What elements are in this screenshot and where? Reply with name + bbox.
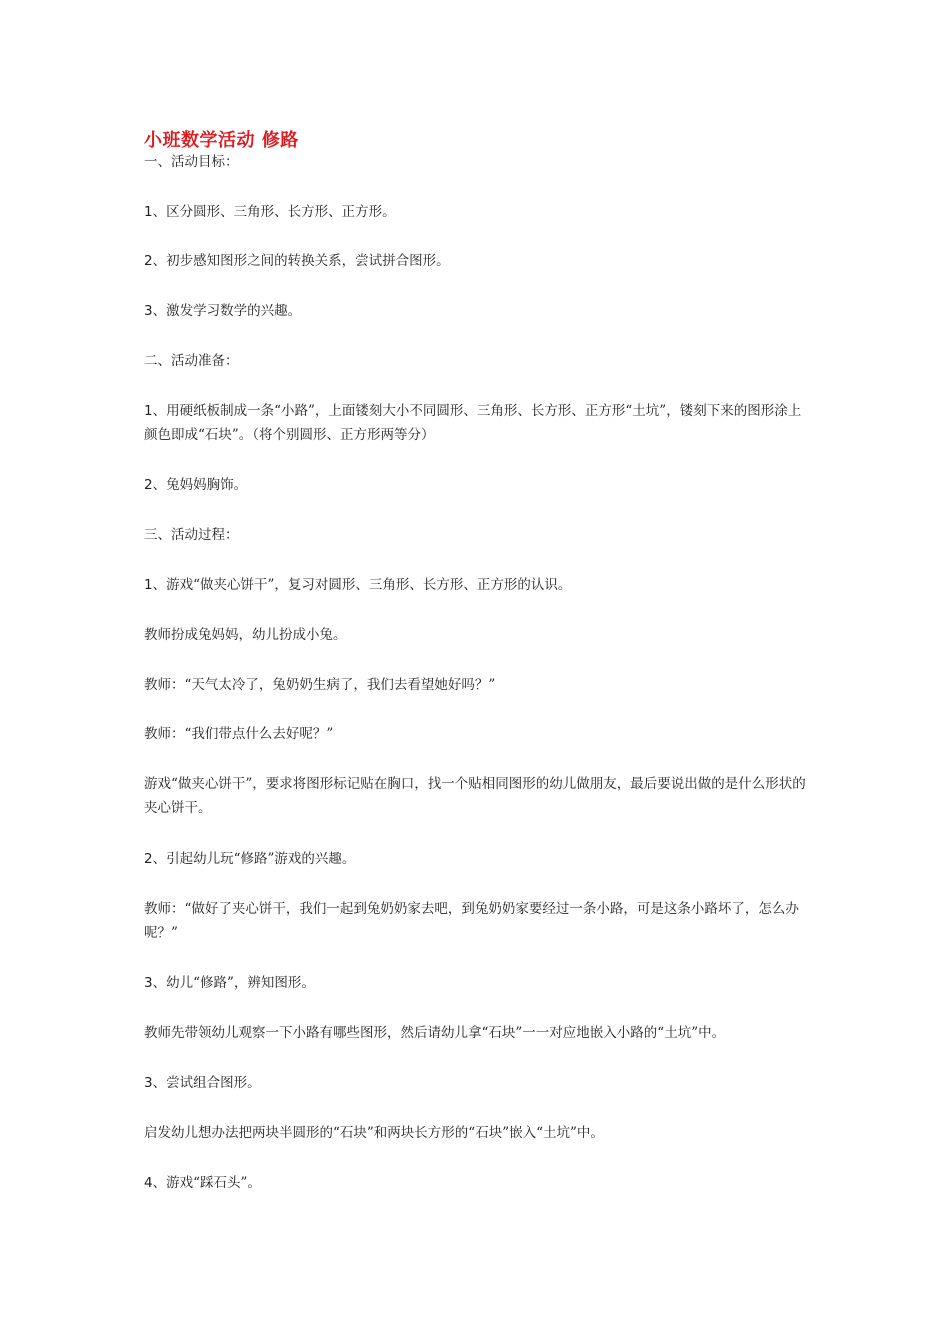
paragraph [144,573,814,597]
paragraph [144,473,814,497]
para-number: 1 [144,577,153,593]
document-title: 小班数学活动 修路 [144,130,299,151]
para-text: 、激发学习数学的兴趣。 [152,303,302,319]
para-text: 教师扮成兔妈妈，幼儿扮成小兔。 [144,627,347,643]
para-text: 教师：“天气太冷了，兔奶奶生病了，我们去看望她好吗？” [144,677,496,693]
para-text: 教师先带领幼儿观察一下小路有哪些图形，然后请幼儿拿“石块”一一对应地嵌入小路的“土坑”中。 [144,1025,726,1041]
para-number: 2 [144,851,153,867]
paragraph [144,971,814,995]
para-text: 、用硬纸板制成一条“小路”，上面镂刻大小不同圆形、三角形、长方形、正方形“土坑”，镂刻下来的图形涂上颜色即成“石块”。（将个别圆形、正方形两等分） [144,403,802,443]
para-text: 一、活动目标： [144,154,239,170]
para-text: 、尝试组合图形。 [152,1075,261,1091]
para-number: 1 [144,403,153,419]
paragraph [144,1171,814,1195]
section-heading-process [144,523,814,547]
paragraph [144,897,814,945]
paragraph [144,1121,814,1145]
paragraph [144,249,814,273]
para-number: 2 [144,253,153,269]
para-text: 、幼儿“修路”，辨知图形。 [152,975,315,991]
paragraph [144,772,814,820]
document-page [144,0,814,1344]
para-text: 、初步感知图形之间的转换关系，尝试拼合图形。 [152,253,450,269]
paragraph [144,722,814,746]
para-text: 教师：“做好了夹心饼干，我们一起到兔奶奶家去吧，到兔奶奶家要经过一条小路，可是这条小路坏了，怎么办呢？” [144,901,799,941]
para-number: 3 [144,1075,153,1091]
paragraph [144,200,814,224]
paragraph [144,673,814,697]
para-text: 三、活动过程： [144,527,239,543]
section-heading-goals [144,150,814,174]
paragraph [144,299,814,323]
para-text: 、兔妈妈胸饰。 [152,477,248,493]
para-number: 3 [144,303,153,319]
para-text: 二、活动准备： [144,353,239,369]
para-text: 游戏“做夹心饼干”，要求将图形标记贴在胸口，找一个贴相同图形的幼儿做朋友，最后要说出做的是什么形状的夹心饼干。 [144,776,806,816]
para-text: 启发幼儿想办法把两块半圆形的“石块”和两块长方形的“石块”嵌入“土坑”中。 [144,1125,604,1141]
para-text: 、游戏“做夹心饼干”，复习对圆形、三角形、长方形、正方形的认识。 [152,577,572,593]
section-heading-preparation [144,349,814,373]
para-number: 1 [144,204,153,220]
paragraph [144,399,814,447]
paragraph [144,1071,814,1095]
paragraph [144,623,814,647]
para-number: 3 [144,975,153,991]
para-number: 2 [144,477,153,493]
para-text: 教师：“我们带点什么去好呢？” [144,726,334,742]
para-text: 、区分圆形、三角形、长方形、正方形。 [152,204,396,220]
para-number: 4 [144,1175,153,1191]
para-text: 、游戏“踩石头”。 [152,1175,261,1191]
paragraph [144,847,814,871]
paragraph [144,1021,814,1045]
para-text: 、引起幼儿玩“修路”游戏的兴趣。 [152,851,356,867]
